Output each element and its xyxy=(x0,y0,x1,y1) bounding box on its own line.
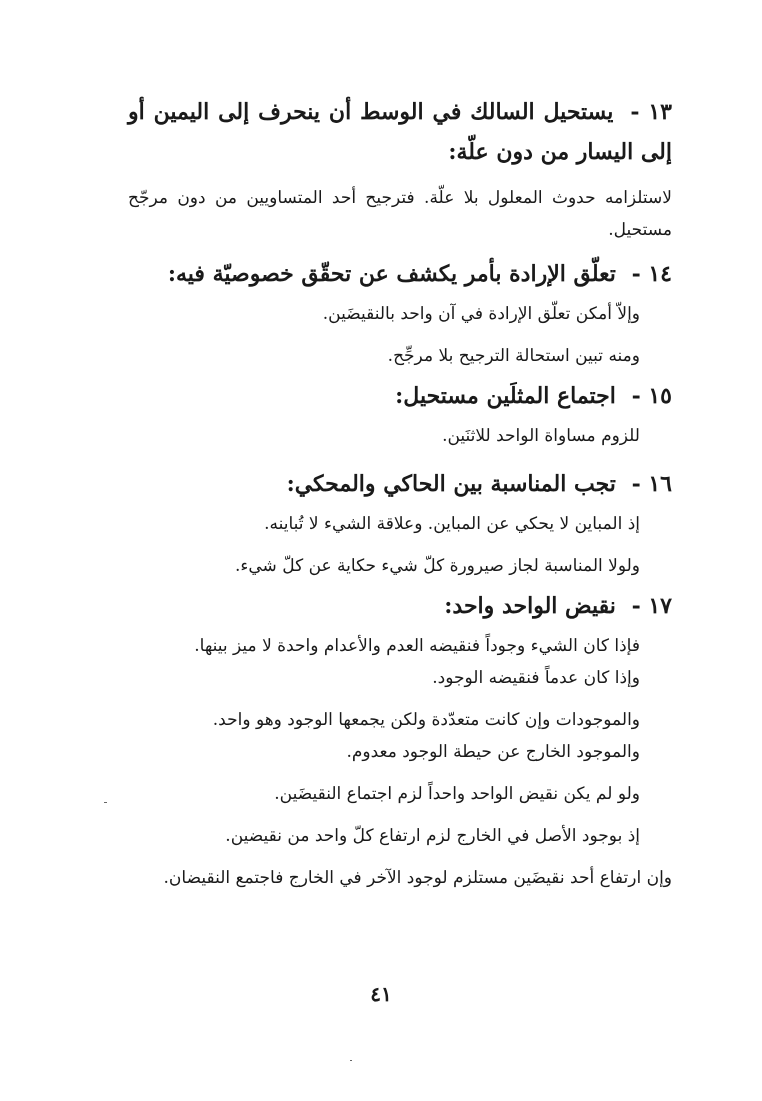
section-17-paragraph-5: ولو لم يكن نقيض الواحد واحداً لزم اجتماع النقيضَين. xyxy=(274,784,640,804)
scan-mark xyxy=(350,1060,352,1061)
page-number: ٤١ xyxy=(370,982,392,1006)
section-14-paragraph-1: وإلاّ أمكن تعلّق الإرادة في آن واحد بالنقيضَين. xyxy=(322,304,640,324)
section-17-paragraph-2: وإذا كان عدماً فنقيضه الوجود. xyxy=(432,668,640,688)
section-14-paragraph-2: ومنه تبين استحالة الترجيح بلا مرجِّح. xyxy=(387,346,640,366)
section-13-paragraph-1: لاستلزامه حدوث المعلول بلا علّة. فترجيح أحد المتساويين من دون مرجّح مستحيل. xyxy=(128,188,672,240)
section-15-heading xyxy=(128,376,672,416)
section-13-heading xyxy=(128,92,672,172)
section-16-paragraph-2: ولولا المناسبة لجاز صيرورة كلّ شيء حكاية عن كلّ شيء. xyxy=(234,556,640,576)
section-13-title: يستحيل السالك في الوسط أن ينحرف إلى اليمين أو إلى اليسار من دون علّة: xyxy=(128,99,672,165)
section-14-number: ١٤ - xyxy=(631,261,672,287)
section-14-title: تعلّق الإرادة بأمر يكشف عن تحقّق خصوصيّة فيه: xyxy=(167,261,616,287)
section-16-heading xyxy=(128,464,672,504)
section-17-paragraph-7: وإن ارتفاع أحد نقيضَين مستلزم لوجود الآخر في الخارج فاجتمع النقيضان. xyxy=(163,868,672,888)
section-17-paragraph-1: فإذا كان الشيء وجوداً فنقيضه العدم والأعدام واحدة لا ميز بينها. xyxy=(194,636,640,656)
section-17-paragraph-6: إذ بوجود الأصل في الخارج لزم ارتفاع كلّ واحد من نقيضين. xyxy=(225,826,640,846)
section-14-heading xyxy=(128,254,672,294)
section-17-heading xyxy=(128,586,672,626)
section-15-number: ١٥ - xyxy=(631,383,672,409)
section-17-paragraph-4: والموجود الخارج عن حيطة الوجود معدوم. xyxy=(346,742,640,762)
section-16-title: تجب المناسبة بين الحاكي والمحكي: xyxy=(286,471,616,497)
section-15-title: اجتماع المثلَين مستحيل: xyxy=(395,383,616,409)
section-17-title: نقيض الواحد واحد: xyxy=(444,593,616,619)
section-13-number: ١٣ - xyxy=(630,99,672,125)
page-body xyxy=(128,92,672,894)
section-17-paragraph-3: والموجودات وإن كانت متعدّدة ولكن يجمعها الوجود وهو واحد. xyxy=(212,710,640,730)
section-17-number: ١٧ - xyxy=(631,593,672,619)
scan-mark xyxy=(104,802,107,803)
section-15-paragraph-1: للزوم مساواة الواحد للاثنَين. xyxy=(442,426,640,446)
section-16-paragraph-1: إذ المباين لا يحكي عن المباين. وعلاقة الشيء لا تُباينه. xyxy=(264,514,640,534)
section-16-number: ١٦ - xyxy=(631,471,672,497)
